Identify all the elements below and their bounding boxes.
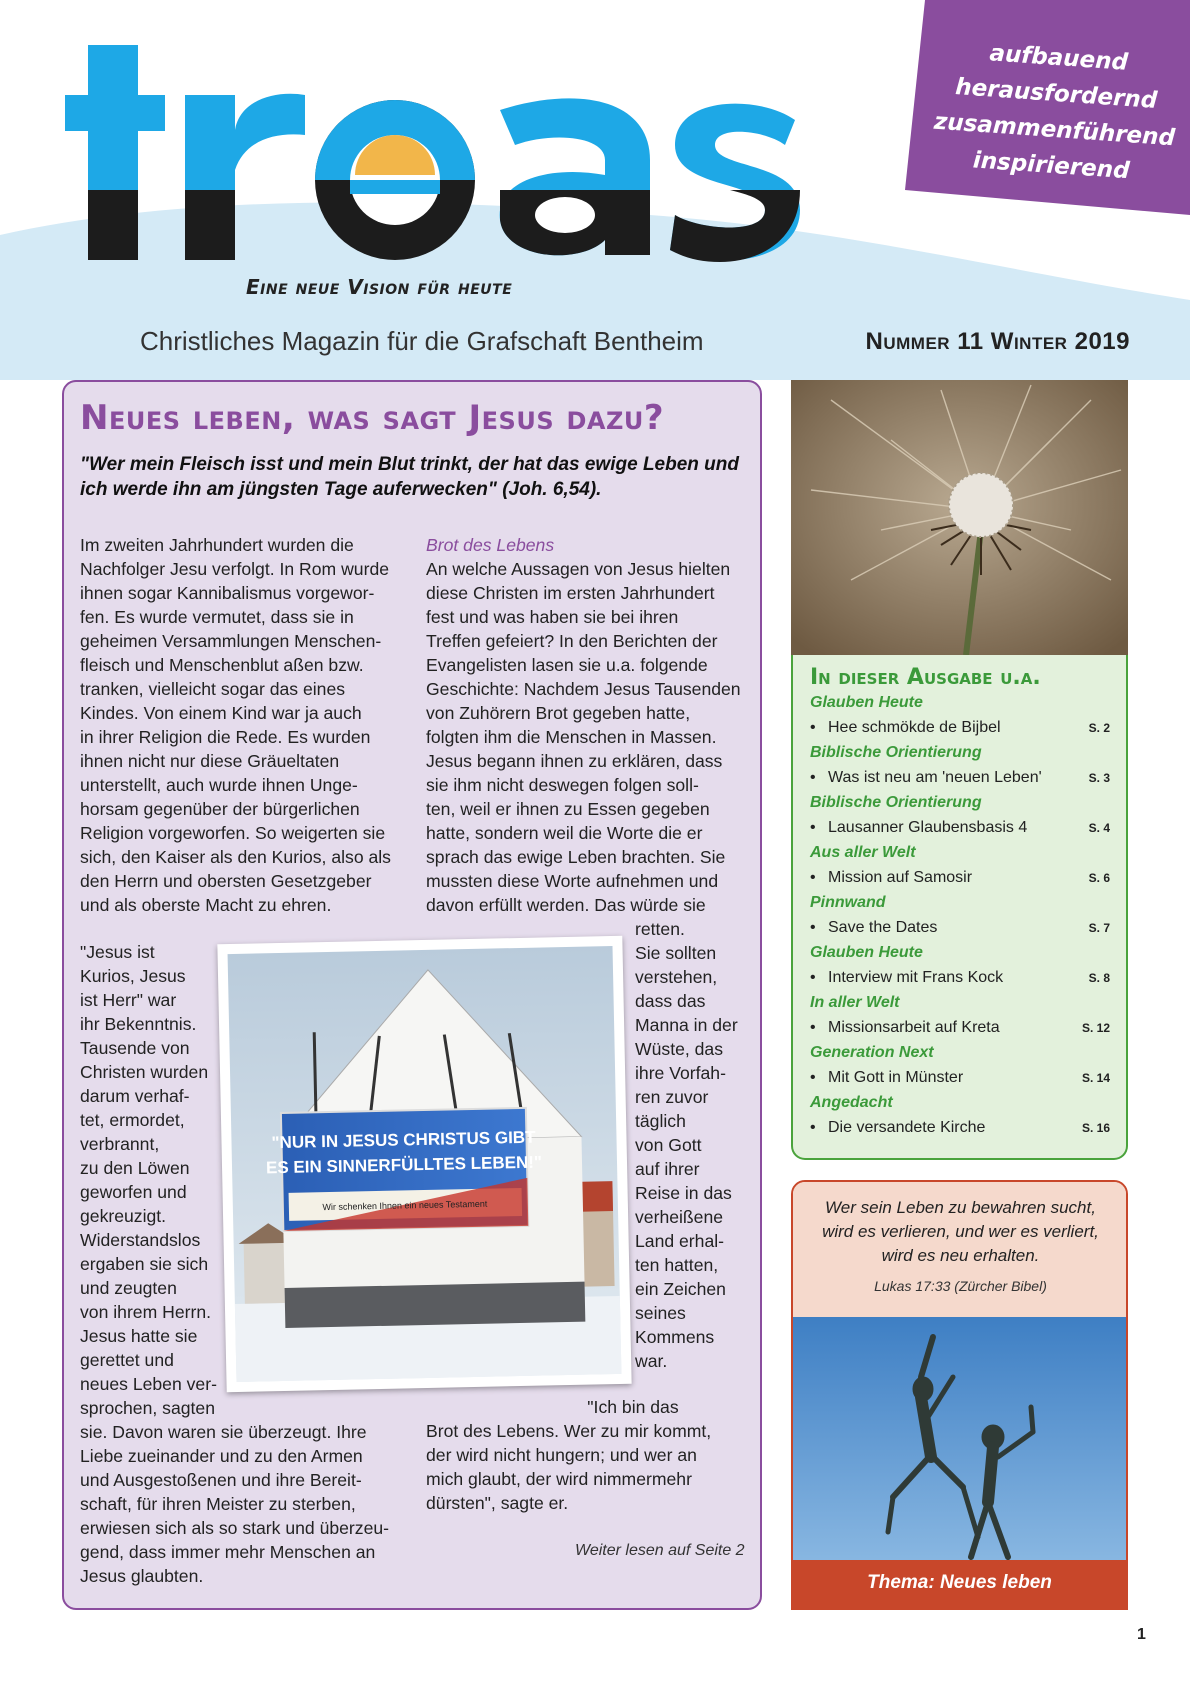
billboard-photo-image <box>217 936 631 1392</box>
article-column-2-wrap <box>635 917 765 1373</box>
contents-item-page: S. 16 <box>1081 1121 1110 1135</box>
text-line: ren zuvor <box>635 1087 709 1107</box>
bullet-icon: • <box>810 1069 816 1086</box>
text-line: der wird nicht hungern; und wer an <box>426 1445 697 1465</box>
text-line: neues Leben ver- <box>80 1374 217 1394</box>
quote-text: Wer sein Leben zu bewahren sucht, wird es verlieren, und wer es verliert, wird es neu erhalten. <box>822 1198 1099 1265</box>
text-line: Nachfolger Jesu verfolgt. In Rom wurde <box>80 559 390 579</box>
text-line: folgten ihm die Menschen in Massen. <box>426 727 717 747</box>
contents-category: In aller Welt <box>810 994 900 1011</box>
contents-item-page: S. 4 <box>1088 821 1110 835</box>
text-line: fen. Es wurde vermutet, dass sie in <box>80 607 354 627</box>
bullet-icon: • <box>810 969 816 986</box>
text-line: täglich <box>635 1111 686 1131</box>
text-line: von Zuhörern Brot gegeben hatte, <box>426 703 691 723</box>
text-line: ihr Bekenntnis. <box>80 1014 197 1034</box>
text-line: tet, ermordet, <box>80 1110 185 1130</box>
contents-item[interactable] <box>810 869 1110 894</box>
text-line: Land erhal- <box>635 1231 725 1251</box>
logo-graphic <box>65 45 800 262</box>
text-line: verheißene <box>635 1207 724 1227</box>
contents-item-page: S. 8 <box>1088 971 1110 985</box>
contents-category: Generation Next <box>810 1044 934 1061</box>
text-line: Tausende von <box>80 1038 190 1058</box>
text-line: davon erfüllt werden. Das würde sie <box>426 895 706 915</box>
text-line: geheimen Versammlungen Menschen- <box>80 631 382 651</box>
text-line: sprach das ewige Leben brachten. Sie <box>426 847 726 867</box>
banner-line: inspirierend <box>972 147 1131 185</box>
contents-category: Aus aller Welt <box>810 844 916 861</box>
text-line: Evangelisten lasen sie u.a. folgende <box>426 655 708 675</box>
dandelion-photo <box>791 380 1128 655</box>
text-line: dass das <box>635 991 706 1011</box>
text-line: seines <box>635 1303 686 1323</box>
text-line: gekreuzigt. <box>80 1206 167 1226</box>
bullet-icon: • <box>810 919 816 936</box>
troas-logo <box>60 40 800 270</box>
contents-item[interactable] <box>810 919 1110 944</box>
text-line: Im zweiten Jahrhundert wurden die <box>80 535 354 555</box>
text-line: Kurios, Jesus <box>80 966 186 986</box>
text-line: Kindes. Von einem Kind war ja auch <box>80 703 362 723</box>
text-line: mich glaubt, der wird nimmermehr <box>426 1469 692 1489</box>
text-line: Jesus hatte sie <box>80 1326 198 1346</box>
contents-item[interactable] <box>810 719 1110 744</box>
issue-info: Nummer 11 Winter 2019 <box>865 328 1130 355</box>
tagline: Eine neue Vision für heute <box>246 275 513 299</box>
text-line: und Ausgestoßenen und ihre Bereit- <box>80 1470 362 1490</box>
page-number: 1 <box>1137 1626 1146 1643</box>
contents-title: In dieser Ausgabe u.a. <box>810 665 1041 690</box>
text-line: geworfen und <box>80 1182 187 1202</box>
contents-category: Angedacht <box>810 1094 893 1111</box>
contents-item-title: Interview mit Frans Kock <box>828 969 1004 986</box>
text-line: tranken, vielleicht sogar das eines <box>80 679 346 699</box>
contents-item-title: Lausanner Glaubensbasis 4 <box>828 819 1028 836</box>
text-line: Liebe zueinander und zu den Armen <box>80 1446 363 1466</box>
text-line: fest und was haben sie bei ihren <box>426 607 679 627</box>
text-line: darum verhaf- <box>80 1086 190 1106</box>
text-line: fleisch und Menschenblut aßen bzw. <box>80 655 364 675</box>
text-line: gend, dass immer mehr Menschen an <box>80 1542 376 1562</box>
contents-item-page: S. 6 <box>1088 871 1110 885</box>
continue-reading: Weiter lesen auf Seite 2 <box>575 1542 745 1559</box>
contents-category: Glauben Heute <box>810 694 923 711</box>
text-line: sie. Davon waren sie überzeugt. Ihre <box>80 1422 367 1442</box>
contents-category: Biblische Orientierung <box>810 744 982 761</box>
text-line: ihnen sogar Kannibalismus vorgewor- <box>80 583 375 603</box>
contents-item[interactable] <box>810 819 1110 844</box>
text-line: auf ihrer <box>635 1159 700 1179</box>
text-line: erwiesen sich als so stark und überzeu- <box>80 1518 390 1538</box>
text-line: "Jesus ist <box>80 942 155 962</box>
contents-item-title: Save the Dates <box>828 919 938 936</box>
text-line: ein Zeichen <box>635 1279 726 1299</box>
contents-item-title: Was ist neu am 'neuen Leben' <box>828 769 1042 786</box>
article-quote: "Wer mein Fleisch isst und mein Blut trinkt, der hat das ewige Leben und ich werde ihn am jüngsten Tage auferwecken" (Joh. 6,54). <box>80 454 739 500</box>
text-line: retten. <box>635 919 685 939</box>
billboard-photo <box>217 936 631 1392</box>
text-line: sich, den Kaiser als den Kurios, also als <box>80 847 391 867</box>
text-line: hatte, sondern weil die Worte die er <box>426 823 703 843</box>
text-line: "Ich bin das <box>426 1397 679 1417</box>
article-subheading: Brot des Lebens <box>426 535 555 555</box>
billboard-line-1: "NUR IN JESUS CHRISTUS GIBT <box>271 1127 536 1153</box>
article-column-2-end <box>426 1395 746 1515</box>
bullet-icon: • <box>810 1019 816 1036</box>
article-column-1 <box>80 533 400 917</box>
contents-category: Pinnwand <box>810 894 886 911</box>
text-line: sie ihm nicht deswegen folgen soll- <box>426 775 699 795</box>
contents-item-page: S. 7 <box>1088 921 1110 935</box>
contents-item[interactable] <box>810 969 1110 994</box>
contents-item-title: Mit Gott in Münster <box>828 1069 964 1086</box>
text-line: Jesus begann ihnen zu erklären, dass <box>426 751 723 771</box>
text-line: ten, weil er ihnen zu Essen gegeben <box>426 799 710 819</box>
text-line: diese Christen im ersten Jahrhundert <box>426 583 715 603</box>
bullet-icon: • <box>810 1119 816 1136</box>
text-line: schaft, für ihren Meister zu sterben, <box>80 1494 356 1514</box>
text-line: sprochen, sagten <box>80 1398 215 1418</box>
contents-item-title: Die versandete Kirche <box>828 1119 986 1136</box>
billboard-footer: Wir schenken Ihnen ein neues Testament <box>322 1198 488 1213</box>
article-column-2 <box>426 557 746 917</box>
text-line: unterstellt, auch wurde ihnen Unge- <box>80 775 358 795</box>
bullet-icon: • <box>810 869 816 886</box>
article-column-1-wrap <box>80 940 220 1420</box>
text-line: gerettet und <box>80 1350 174 1370</box>
billboard-line-2: ES EIN SINNERFÜLLTES LEBEN!" <box>265 1152 543 1178</box>
contents-item-title: Missionsarbeit auf Kreta <box>828 1019 1000 1036</box>
contents-category: Glauben Heute <box>810 944 923 961</box>
theme-label: Thema: Neues leben <box>867 1572 1052 1593</box>
banner-line: aufbauend <box>988 40 1129 76</box>
text-line: Manna in der <box>635 1015 738 1035</box>
text-line: ist Herr" war <box>80 990 177 1010</box>
text-line: von ihrem Herrn. <box>80 1302 212 1322</box>
text-line: ten hatten, <box>635 1255 719 1275</box>
bullet-icon: • <box>810 769 816 786</box>
contents-list <box>810 694 1110 1144</box>
text-line: Christen wurden <box>80 1062 209 1082</box>
text-line: Religion vorgeworfen. So weigerten sie <box>80 823 386 843</box>
text-line: war. <box>635 1351 668 1371</box>
contents-item-page: S. 14 <box>1081 1071 1110 1085</box>
text-line: den Herrn und obersten Gesetzgeber <box>80 871 372 891</box>
text-line: und zeugten <box>80 1278 177 1298</box>
text-line: Widerstandslos <box>80 1230 201 1250</box>
values-banner-text <box>930 32 1179 192</box>
text-line: An welche Aussagen von Jesus hielten <box>426 559 731 579</box>
contents-item-page: S. 12 <box>1081 1021 1110 1035</box>
text-line: Brot des Lebens. Wer zu mir kommt, <box>426 1421 712 1441</box>
text-line: ergaben sie sich <box>80 1254 209 1274</box>
contents-item-title: Hee schmökde de Bijbel <box>828 719 1001 736</box>
contents-item[interactable] <box>810 769 1110 794</box>
text-line: verstehen, <box>635 967 718 987</box>
quote-reference: Lukas 17:33 (Zürcher Bibel) <box>874 1278 1047 1294</box>
text-line: Kommens <box>635 1327 715 1347</box>
article-title: Neues leben, was sagt Jesus dazu? <box>80 398 665 438</box>
text-line: Treffen gefeiert? In den Berichten der <box>426 631 718 651</box>
contents-item[interactable] <box>810 1119 1110 1144</box>
contents-item[interactable] <box>810 1019 1110 1044</box>
contents-item[interactable] <box>810 1069 1110 1094</box>
text-line: von Gott <box>635 1135 702 1155</box>
text-line: mussten diese Worte aufnehmen und <box>426 871 719 891</box>
contents-item-title: Mission auf Samosir <box>828 869 973 886</box>
contents-item-page: S. 2 <box>1088 721 1110 735</box>
text-line: Reise in das <box>635 1183 732 1203</box>
contents-category: Biblische Orientierung <box>810 794 982 811</box>
text-line: ihnen nicht nur diese Gräueltaten <box>80 751 340 771</box>
text-line: Jesus glaubten. <box>80 1566 204 1586</box>
bullet-icon: • <box>810 719 816 736</box>
contents-item-page: S. 3 <box>1088 771 1110 785</box>
sculpture-photo <box>793 1317 1128 1567</box>
banner-line: herausfordernd <box>954 74 1159 115</box>
text-line: Geschichte: Nachdem Jesus Tausenden <box>426 679 741 699</box>
text-line: zu den Löwen <box>80 1158 190 1178</box>
text-line: horsam gegenüber der bürgerlichen <box>80 799 360 819</box>
banner-line: zusammenführend <box>933 108 1176 152</box>
text-line: Wüste, das <box>635 1039 724 1059</box>
bullet-icon: • <box>810 819 816 836</box>
text-line: ihre Vorfah- <box>635 1063 726 1083</box>
text-line: in ihrer Religion die Rede. Es wurden <box>80 727 371 747</box>
text-line: Sie sollten <box>635 943 717 963</box>
article-column-1-end <box>80 1420 400 1588</box>
magazine-subtitle: Christliches Magazin für die Grafschaft Bentheim <box>140 326 704 356</box>
text-line: verbrannt, <box>80 1134 160 1154</box>
text-line: und als oberste Macht zu ehren. <box>80 895 332 915</box>
text-line: dürsten", sagte er. <box>426 1493 569 1513</box>
